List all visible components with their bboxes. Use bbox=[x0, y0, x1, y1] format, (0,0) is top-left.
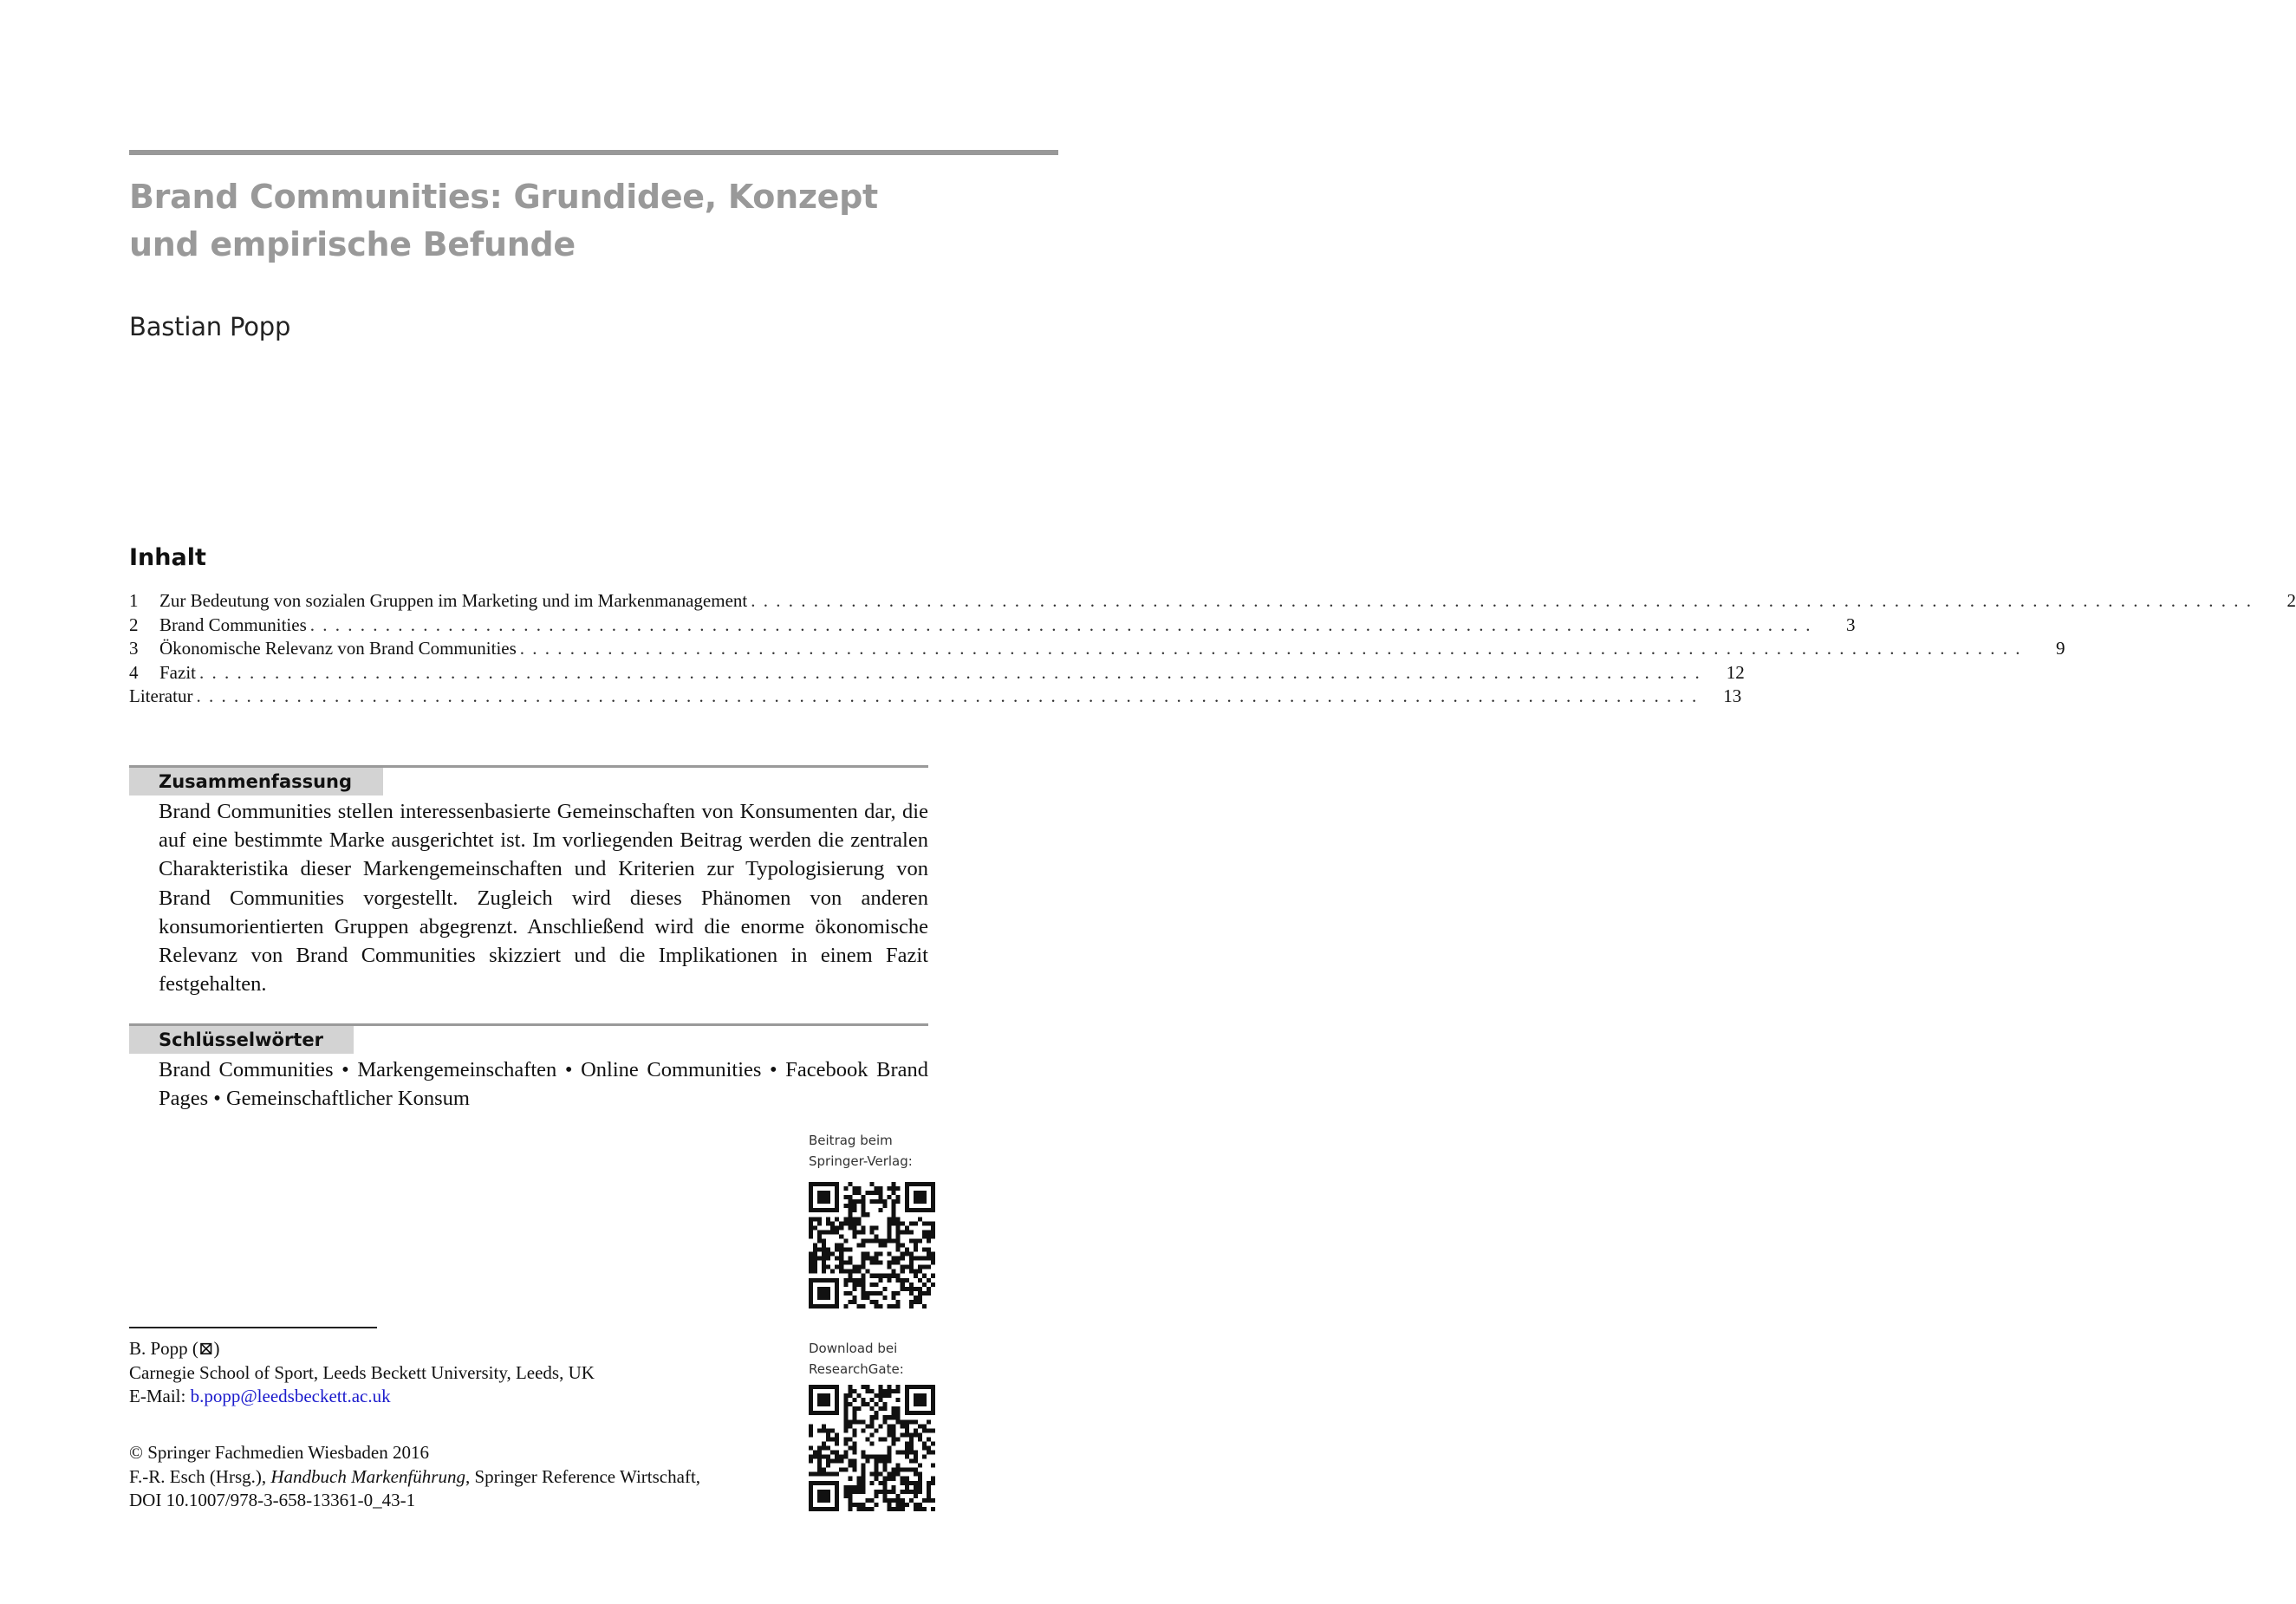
author-name: Bastian Popp bbox=[129, 312, 291, 341]
keywords-text: Brand Communities • Markengemeinschaften • Online Communities • Facebook Brand Pages • Gemeinschaftlicher Konsum bbox=[159, 1058, 928, 1111]
copyright-line: © Springer Fachmedien Wiesbaden 2016 bbox=[129, 1442, 429, 1463]
qr-caption-researchgate bbox=[809, 1339, 904, 1380]
citation-book-title: Handbuch Markenführung bbox=[270, 1465, 465, 1487]
author-footnote bbox=[129, 1337, 788, 1409]
chapter-title-line-2: und empirische Befunde bbox=[129, 225, 576, 263]
toc-leader-dots: . . . . . . . . . . . . . . . . . . . . . . . . . . . . . . . . . . . . . . . . . . . . . . . . . . . . . . . . . . . . . . . . . . . . . . . . . . . . . . . . . . . . . . . . . . . . . . . . . . . . . . . . . . . . . . . . . . . . . . . . bbox=[196, 685, 1699, 706]
footnote-author: B. Popp (⊠) bbox=[129, 1338, 220, 1359]
toc-leader-dots: . . . . . . . . . . . . . . . . . . . . . . . . . . . . . . . . . . . . . . . . . . . . . . . . . . . . . . . . . . . . . . . . . . . . . . . . . . . . . . . . . . . . . . . . . . . . . . . . . . . . . . . . . . . . . . . . . . . . . . . . bbox=[309, 614, 1812, 635]
toc-leader-dots: . . . . . . . . . . . . . . . . . . . . . . . . . . . . . . . . . . . . . . . . . . . . . . . . . . . . . . . . . . . . . . . . . . . . . . . . . . . . . . . . . . . . . . . . . . . . . . . . . . . . . . . . . . . . . . . . . . . . . . . . bbox=[199, 661, 1701, 683]
footnote-affiliation: Carnegie School of Sport, Leeds Beckett University, Leeds, UK bbox=[129, 1361, 595, 1383]
toc-item-number: 4 bbox=[129, 661, 139, 683]
toc-heading: Inhalt bbox=[129, 544, 206, 571]
table-of-contents bbox=[129, 589, 2296, 709]
qr-caption-springer bbox=[809, 1131, 913, 1172]
qr-code-icon[interactable] bbox=[809, 1385, 935, 1511]
qr-caption-line: ResearchGate: bbox=[809, 1360, 904, 1377]
qr-caption-line: Download bei bbox=[809, 1341, 898, 1356]
abstract-label: Zusammenfassung bbox=[129, 768, 383, 796]
toc-item-title: Ökonomische Relevanz von Brand Communities bbox=[159, 638, 517, 659]
toc-item[interactable] bbox=[129, 614, 1856, 638]
qr-caption-line: Springer-Verlag: bbox=[809, 1153, 913, 1169]
abstract-text: Brand Communities stellen interessenbasierte Gemeinschaften von Konsumenten dar, die auf eine bestimmte Marke ausgerichtet ist. Im vorliegenden Beitrag werden die zentralen Charakteristika dieser Markengemeinschaften und Kriterien zur Typologisierung von Brand Communities vorgestellt. Zugleich wird dieses Phänomen von anderen konsumorientierten Gruppen abgegrenzt. Anschließend wird die enorme ökonomische Relevanz von Brand Communities skizziert und die Implikationen in einem Fazit festgehalten. bbox=[159, 800, 928, 997]
toc-item-page: 9 bbox=[2056, 638, 2065, 659]
footnote-email-line bbox=[129, 1385, 788, 1409]
toc-item[interactable] bbox=[129, 661, 1745, 685]
toc-item[interactable] bbox=[129, 589, 2296, 614]
chapter-title-line-1: Brand Communities: Grundidee, Konzept bbox=[129, 178, 878, 216]
toc-item-page: 12 bbox=[1726, 661, 1745, 683]
toc-item-title: Fazit bbox=[159, 661, 196, 683]
citation-editor: F.-R. Esch (Hrsg.), bbox=[129, 1465, 271, 1487]
citation-series: , Springer Reference Wirtschaft, bbox=[465, 1465, 701, 1487]
toc-item[interactable] bbox=[129, 685, 1742, 709]
toc-leader-dots: . . . . . . . . . . . . . . . . . . . . . . . . . . . . . . . . . . . . . . . . . . . . . . . . . . . . . . . . . . . . . . . . . . . . . . . . . . . . . . . . . . . . . . . . . . . . . . . . . . . . . . . . . . . . . . . . . . . . . . . . bbox=[751, 590, 2253, 611]
toc-item-number: 3 bbox=[129, 638, 139, 659]
footnote-rule bbox=[129, 1327, 377, 1328]
toc-item-number: 1 bbox=[129, 590, 139, 611]
toc-item-page: 2 bbox=[2286, 590, 2296, 611]
email-link[interactable]: b.popp@leedsbeckett.ac.uk bbox=[190, 1386, 391, 1406]
toc-item-page: 3 bbox=[1846, 614, 1856, 635]
toc-leader-dots: . . . . . . . . . . . . . . . . . . . . . . . . . . . . . . . . . . . . . . . . . . . . . . . . . . . . . . . . . . . . . . . . . . . . . . . . . . . . . . . . . . . . . . . . . . . . . . . . . . . . . . . . . . . . . . . . . . . . . . . . bbox=[519, 638, 2022, 659]
toc-item-title: Literatur bbox=[129, 685, 193, 706]
toc-item[interactable] bbox=[129, 637, 2065, 661]
toc-item-title: Brand Communities bbox=[159, 614, 307, 635]
qr-code-icon[interactable] bbox=[809, 1182, 935, 1309]
chapter-title bbox=[129, 173, 944, 269]
toc-item-number: 2 bbox=[129, 614, 139, 635]
keywords-label: Schlüsselwörter bbox=[129, 1026, 354, 1054]
toc-item-title: Zur Bedeutung von sozialen Gruppen im Marketing und im Markenmanagement bbox=[159, 590, 748, 611]
email-label: E-Mail: bbox=[129, 1386, 191, 1406]
doi-line: DOI 10.1007/978-3-658-13361-0_43-1 bbox=[129, 1490, 416, 1510]
citation-line bbox=[129, 1465, 823, 1490]
toc-item-page: 13 bbox=[1723, 685, 1742, 706]
copyright-block bbox=[129, 1441, 823, 1513]
qr-caption-line: Beitrag beim bbox=[809, 1133, 893, 1148]
header-rule bbox=[129, 150, 1058, 155]
